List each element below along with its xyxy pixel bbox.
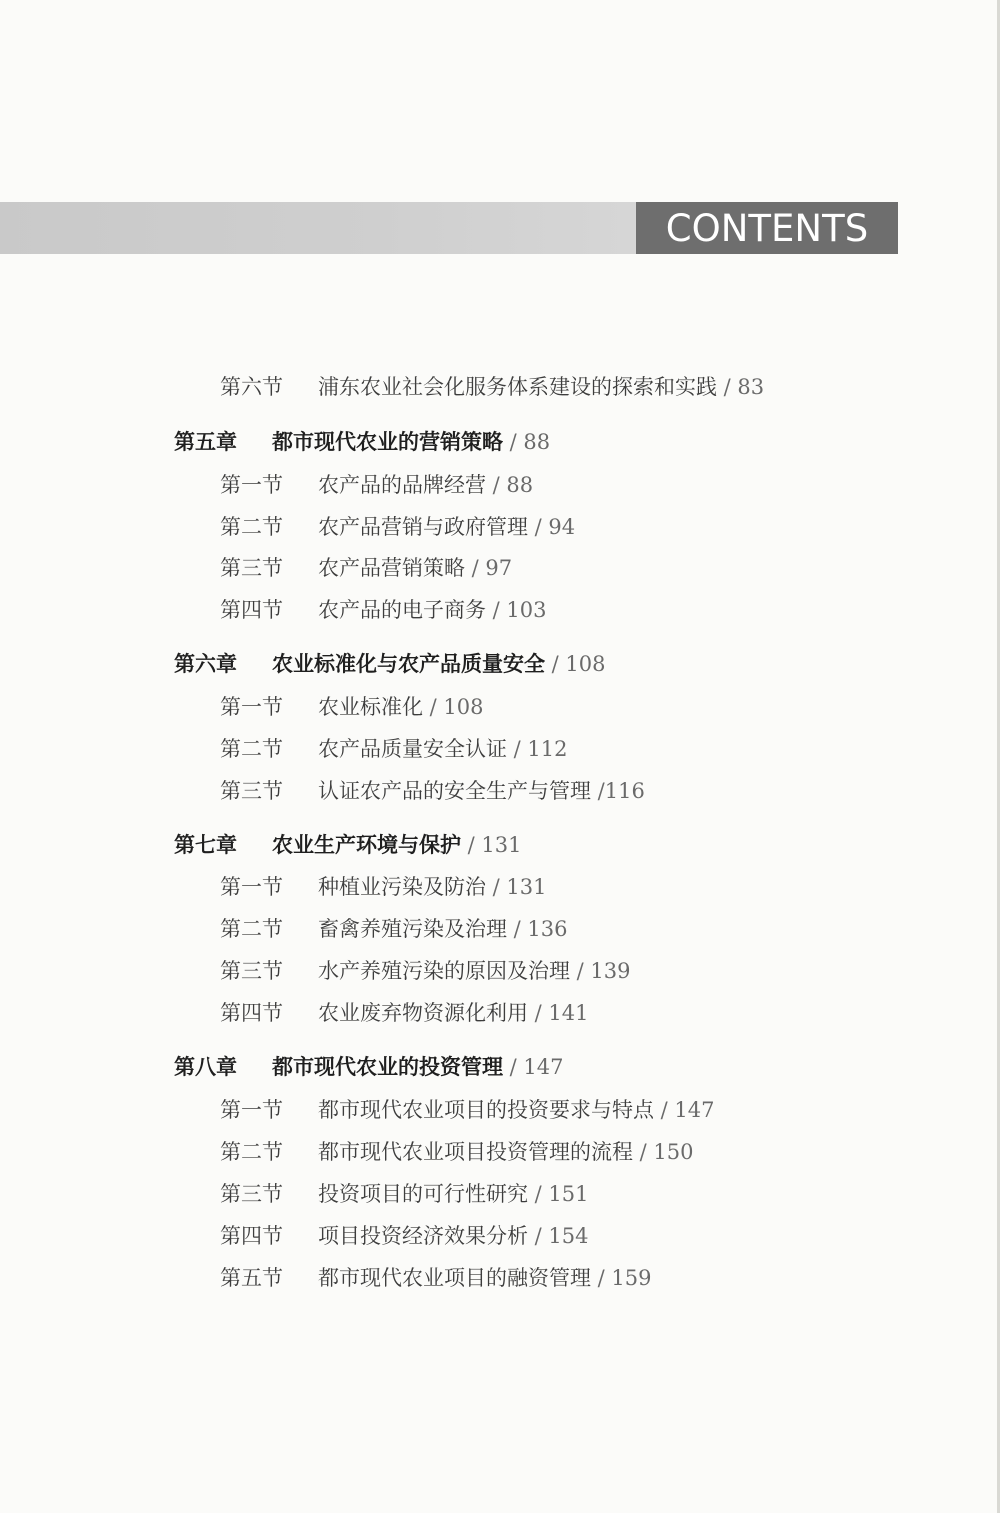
toc-chapter[interactable] [174,432,550,456]
page-number: / 88 [486,473,534,497]
section-title: 认证农产品的安全生产与管理 [318,779,591,803]
page-number: / 131 [486,875,547,899]
toc-section[interactable] [220,1268,652,1292]
chapter-title: 农业生产环境与保护 [272,833,461,857]
section-title: 畜禽养殖污染及治理 [318,917,507,941]
page-number: / 94 [528,515,576,539]
section-title: 农产品营销策略 [318,556,465,580]
page-number: / 83 [717,375,765,399]
toc-chapter[interactable] [174,654,606,678]
page-number: / 112 [507,737,568,761]
page-number: / 147 [503,1055,564,1079]
toc-chapter[interactable] [174,1057,564,1081]
section-number: 第四节 [220,1224,283,1248]
page-number: / 154 [528,1224,589,1248]
chapter-number: 第六章 [174,652,237,676]
section-number: 第二节 [220,917,283,941]
toc-section[interactable] [220,1100,715,1124]
section-number: 第四节 [220,1001,283,1025]
page-number: / 108 [423,695,484,719]
page-number: /116 [591,779,645,803]
section-title: 项目投资经济效果分析 [318,1224,528,1248]
section-number: 第三节 [220,779,283,803]
toc-section[interactable] [220,600,547,624]
page-number: / 136 [507,917,568,941]
section-number: 第六节 [220,375,283,399]
toc-section[interactable] [220,377,764,401]
toc-section[interactable] [220,1226,589,1250]
toc-section[interactable] [220,558,512,582]
chapter-number: 第七章 [174,833,237,857]
toc-section[interactable] [220,739,568,763]
section-number: 第三节 [220,556,283,580]
section-title: 农产品营销与政府管理 [318,515,528,539]
page-title: CONTENTS [665,206,869,250]
toc-section[interactable] [220,919,568,943]
toc-chapter[interactable] [174,835,522,859]
section-title: 农业废弃物资源化利用 [318,1001,528,1025]
section-number: 第一节 [220,695,283,719]
page-number: / 88 [503,430,551,454]
section-number: 第一节 [220,473,283,497]
page-number: / 103 [486,598,547,622]
section-title: 农产品质量安全认证 [318,737,507,761]
section-number: 第五节 [220,1266,283,1290]
toc-section[interactable] [220,1142,694,1166]
toc-section[interactable] [220,1184,589,1208]
section-number: 第二节 [220,737,283,761]
page-number: / 139 [570,959,631,983]
chapter-title: 都市现代农业的投资管理 [272,1055,503,1079]
section-title: 投资项目的可行性研究 [318,1182,528,1206]
chapter-number: 第五章 [174,430,237,454]
section-number: 第三节 [220,959,283,983]
chapter-title: 农业标准化与农产品质量安全 [272,652,545,676]
section-title: 都市现代农业项目的投资要求与特点 [318,1098,654,1122]
toc-section[interactable] [220,697,484,721]
page-number: / 108 [545,652,606,676]
page-number: / 131 [461,833,522,857]
section-number: 第三节 [220,1182,283,1206]
page-number: / 151 [528,1182,589,1206]
page-number: / 147 [654,1098,715,1122]
toc-section[interactable] [220,877,547,901]
section-title: 农业标准化 [318,695,423,719]
section-title: 浦东农业社会化服务体系建设的探索和实践 [318,375,717,399]
section-title: 种植业污染及防治 [318,875,486,899]
section-title: 农产品的电子商务 [318,598,486,622]
toc-section[interactable] [220,1003,589,1027]
header-band [0,202,636,254]
contents-header [636,202,898,254]
section-number: 第四节 [220,598,283,622]
toc-section[interactable] [220,475,533,499]
toc-section[interactable] [220,961,631,985]
page-number: / 159 [591,1266,652,1290]
page-number: / 150 [633,1140,694,1164]
section-number: 第一节 [220,875,283,899]
section-title: 水产养殖污染的原因及治理 [318,959,570,983]
chapter-number: 第八章 [174,1055,237,1079]
chapter-title: 都市现代农业的营销策略 [272,430,503,454]
section-number: 第二节 [220,1140,283,1164]
section-title: 农产品的品牌经营 [318,473,486,497]
page-number: / 141 [528,1001,589,1025]
section-number: 第二节 [220,515,283,539]
section-title: 都市现代农业项目的融资管理 [318,1266,591,1290]
page-number: / 97 [465,556,513,580]
toc-section[interactable] [220,517,575,541]
toc-section[interactable] [220,781,645,805]
section-number: 第一节 [220,1098,283,1122]
section-title: 都市现代农业项目投资管理的流程 [318,1140,633,1164]
